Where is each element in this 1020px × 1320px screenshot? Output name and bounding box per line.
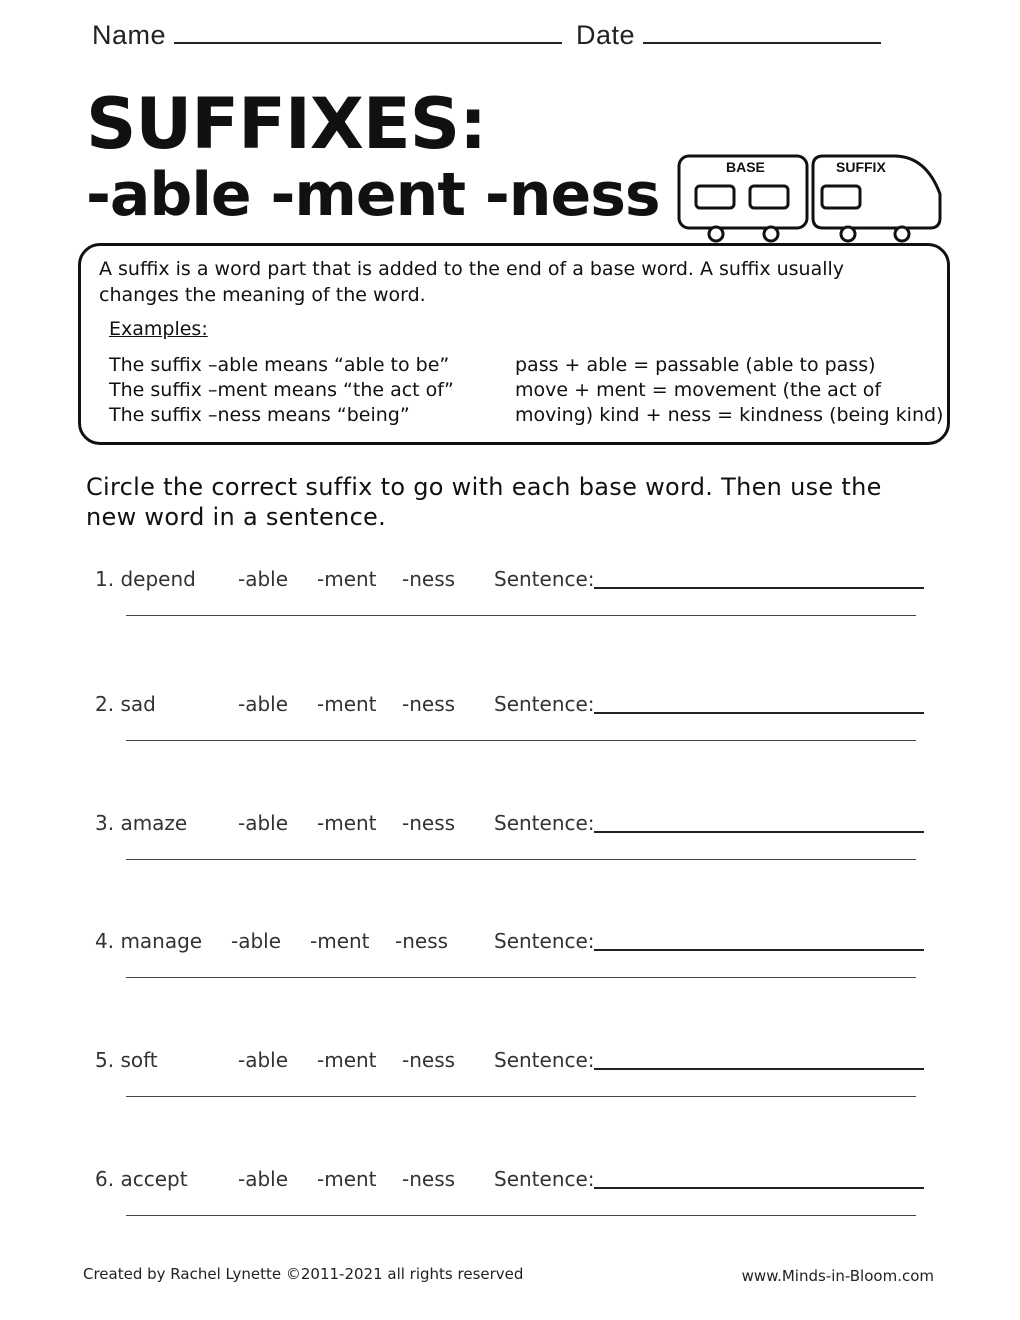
sentence-label: Sentence: <box>494 811 595 835</box>
suffix-option-ness[interactable]: -ness <box>395 929 449 953</box>
exercise-item <box>0 692 1020 752</box>
suffix-option-ment[interactable]: -ment <box>310 929 370 953</box>
base-word: 3. amaze <box>95 811 188 835</box>
page-subtitle: -able -ment -ness <box>86 160 660 230</box>
base-word: 5. soft <box>95 1048 158 1072</box>
name-label: Name <box>92 20 167 50</box>
train-illustration <box>676 152 946 244</box>
base-word: 4. manage <box>95 929 203 953</box>
date-blank-line[interactable] <box>643 18 881 44</box>
page-title: SUFFIXES: <box>86 83 487 165</box>
example-ment: move + ment = movement (the act of <box>515 379 882 401</box>
sentence-line[interactable] <box>594 831 924 833</box>
sentence-label: Sentence: <box>494 1167 595 1191</box>
name-field <box>92 18 562 51</box>
sentence-label: Sentence: <box>494 929 595 953</box>
window-icon <box>750 186 788 208</box>
exercise-item <box>0 567 1020 627</box>
suffix-option-ness[interactable]: -ness <box>402 811 456 835</box>
meaning-ment: The suffix –ment means “the act of” <box>109 379 454 401</box>
suffix-option-able[interactable]: -able <box>238 1048 289 1072</box>
suffix-option-ment[interactable]: -ment <box>317 692 377 716</box>
sentence-line[interactable] <box>594 587 924 589</box>
suffix-option-able[interactable]: -able <box>238 692 289 716</box>
suffix-option-ness[interactable]: -ness <box>402 1048 456 1072</box>
suffix-option-ness[interactable]: -ness <box>402 567 456 591</box>
sentence-line-2[interactable] <box>126 1096 916 1097</box>
definition-text: A suffix is a word part that is added to the end of a base word. A suffix usually changes the meaning of the word. <box>99 258 845 306</box>
exercise-item <box>0 1167 1020 1227</box>
example-ness: moving) kind + ness = kindness (being kind) <box>515 404 944 426</box>
base-label: BASE <box>726 159 765 175</box>
sentence-label: Sentence: <box>494 1048 595 1072</box>
wheel-icon <box>709 227 723 241</box>
suffix-label: SUFFIX <box>836 159 886 175</box>
sentence-line[interactable] <box>594 949 924 951</box>
example-able: pass + able = passable (able to pass) <box>515 354 876 376</box>
date-field <box>576 18 881 51</box>
wheel-icon <box>764 227 778 241</box>
sentence-line-2[interactable] <box>126 615 916 616</box>
base-word: 2. sad <box>95 692 156 716</box>
wheel-icon <box>841 227 855 241</box>
wheel-icon <box>895 227 909 241</box>
window-icon <box>696 186 734 208</box>
exercise-item <box>0 1048 1020 1108</box>
suffix-option-ment[interactable]: -ment <box>317 1048 377 1072</box>
definition-box <box>78 243 950 445</box>
suffix-option-able[interactable]: -able <box>231 929 282 953</box>
suffix-option-ment[interactable]: -ment <box>317 1167 377 1191</box>
base-word: 6. accept <box>95 1167 188 1191</box>
suffix-option-ness[interactable]: -ness <box>402 1167 456 1191</box>
sentence-line-2[interactable] <box>126 977 916 978</box>
meaning-ness: The suffix –ness means “being” <box>109 404 410 426</box>
exercise-item <box>0 929 1020 989</box>
suffix-option-ment[interactable]: -ment <box>317 811 377 835</box>
sentence-line-2[interactable] <box>126 1215 916 1216</box>
meaning-able: The suffix –able means “able to be” <box>109 354 450 376</box>
website-link[interactable]: www.Minds-in-Bloom.com <box>741 1267 934 1285</box>
copyright-footer: Created by Rachel Lynette ©2011-2021 all rights reserved <box>83 1265 524 1283</box>
sentence-line[interactable] <box>594 712 924 714</box>
sentence-line[interactable] <box>594 1187 924 1189</box>
sentence-line-2[interactable] <box>126 859 916 860</box>
base-word: 1. depend <box>95 567 196 591</box>
exercise-item <box>0 811 1020 871</box>
window-icon <box>822 186 860 208</box>
date-label: Date <box>576 20 636 50</box>
sentence-line[interactable] <box>594 1068 924 1070</box>
suffix-option-able[interactable]: -able <box>238 1167 289 1191</box>
suffix-option-able[interactable]: -able <box>238 567 289 591</box>
suffix-option-ness[interactable]: -ness <box>402 692 456 716</box>
sentence-label: Sentence: <box>494 692 595 716</box>
sentence-label: Sentence: <box>494 567 595 591</box>
examples-heading: Examples: <box>109 318 208 340</box>
sentence-line-2[interactable] <box>126 740 916 741</box>
suffix-option-ment[interactable]: -ment <box>317 567 377 591</box>
instructions: Circle the correct suffix to go with each base word. Then use the new word in a sentence. <box>86 473 882 531</box>
name-blank-line[interactable] <box>174 18 562 44</box>
suffix-option-able[interactable]: -able <box>238 811 289 835</box>
